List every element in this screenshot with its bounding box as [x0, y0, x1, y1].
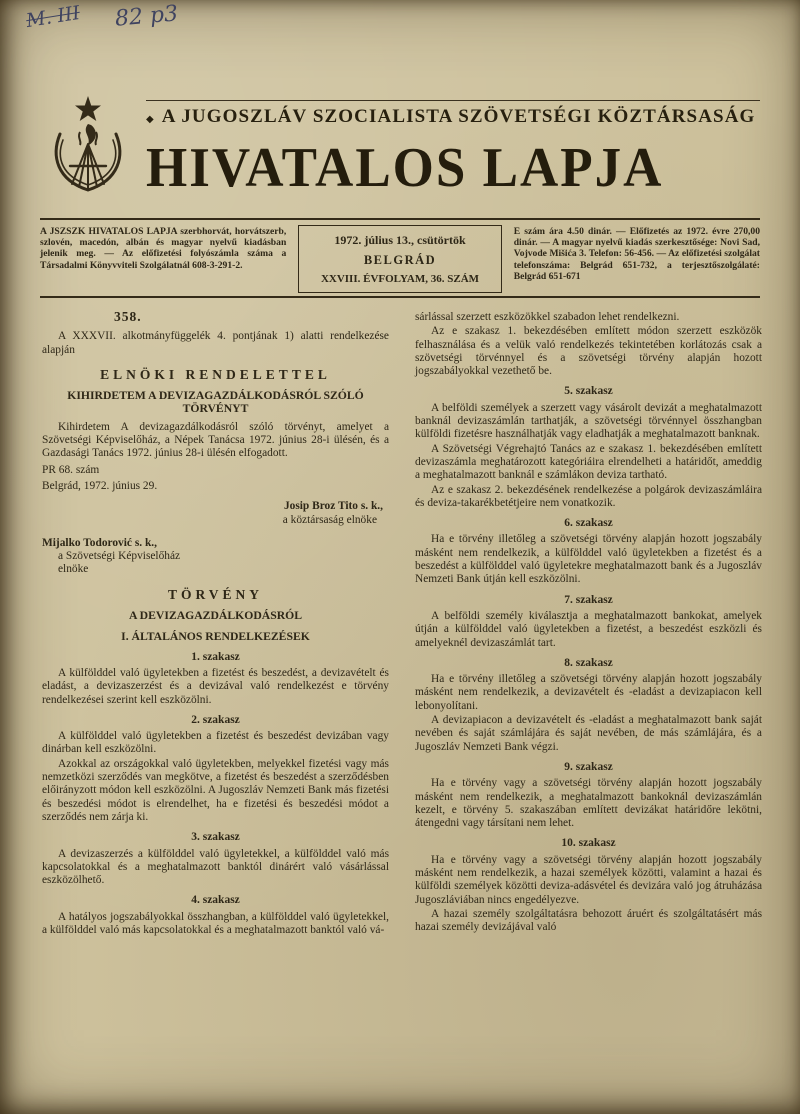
article-heading: 10. szakasz — [561, 837, 616, 850]
text-line: PR 68. szám — [42, 463, 100, 476]
paragraph: A hazai személy szolgáltatásra behozott áruért és szolgáltatásért más hazai személy devizájával való — [415, 907, 762, 934]
article-heading: 2. szakasz — [191, 713, 240, 726]
section-title: KIHIRDETEM A DEVIZAGAZDÁLKODÁSRÓL SZÓLÓ TÖRVÉNYT — [67, 389, 364, 416]
paragraph: A devizapiacon a devizavételt és -eladást a meghatalmazott bank saját nevében és saját számlájára és saját nevében, de más számlájára, és a Jugoszláv Nemzeti Bank végzi. — [415, 714, 762, 753]
section-title: I. ÁLTALÁNOS RENDELKEZÉSEK — [121, 630, 310, 644]
bullet-icon: ◆ — [146, 114, 154, 125]
paragraph: A devizaszerzés a külfölddel való ügyletekkel, a külfölddel való más kapcsolatokkal és a meghatalmazott banktól dinárért való vásárlással eszközölhető. — [42, 847, 389, 887]
masthead-title: HIVATALOS LAPJA — [146, 137, 664, 199]
paragraph: Ha e törvény vagy a szövetségi törvény alapján hozott jogszabály másként nem rendelkezik, a hazai személyek közötti, valamint a hazai és külföldi személyek közötti deviza-adásvétel és devizára való jog átruházása Jugoszláviában nincs engedélyezve. — [415, 853, 762, 906]
article-heading: 4. szakasz — [191, 894, 240, 907]
signature-role: a Szövetségi Képviselőház elnöke — [58, 550, 181, 576]
masthead-subtitle: A JUGOSZLÁV SZOCIALISTA SZÖVETSÉGI KÖZTÁRSASÁG — [161, 106, 756, 127]
decree-heading: ELNÖKI RENDELETTEL — [100, 366, 331, 382]
section-title: A DEVIZAGAZDÁLKODÁSRÓL — [128, 609, 303, 623]
article-number: 358. — [114, 310, 142, 324]
article-heading: 5. szakasz — [564, 385, 613, 398]
horizontal-divider — [40, 218, 760, 220]
paragraph: A belföldi személyek a szerzett vagy vásárolt devizát a meghatalmazott banknál devizaszámlán tarthatják, a szövetségi törvénnyel összhangban külföldi fizetésre használhatják vagy eladhatják a meghatalmazott banknak. — [415, 401, 762, 441]
signature-role: a köztársaság elnöke — [282, 513, 377, 526]
paragraph: A külfölddel való ügyletekben a fizetést és beszedést, a devizavételt és eladást, a devizaszerzést és a devizával való rendelkezést e törvény rendelkezései szerint kell eszközölni. — [42, 666, 389, 706]
masthead — [46, 90, 760, 200]
paragraph: Ha e törvény vagy a szövetségi törvény alapján hozott jogszabály másként nem rendelkezik, a meghatalmazott bankoknál devizaszámlán kezelt, e törvény 5. szakaszában említett devizákat határidőre lekötni, átengedni vagy társítani nem lehet. — [415, 777, 762, 830]
issue-volume: XXVIII. ÉVFOLYAM, 36. SZÁM — [320, 273, 480, 285]
paragraph: A Szövetségi Végrehajtó Tanács az e szakasz 1. bekezdésében említett devizaszámla meghatározott kategóriáira elrendelheti a határidőt, ameddig a meghatalmazott banknál e számlákon deviza tartható. — [415, 442, 762, 482]
article-heading: 3. szakasz — [191, 831, 240, 844]
paragraph: Az e szakasz 2. bekezdésének rendelkezése a polgárok devizaszámláira és deviza-takarékbetétjeire nem vonatkozik. — [415, 483, 762, 509]
article-body — [42, 310, 762, 1092]
paragraph: Ha e törvény illetőleg a szövetségi törvény alapján hozott jogszabály másként nem rendelkezik, a devizavételt és -eladást a devizapiacon kell lebonyolítani. — [415, 673, 762, 712]
article-heading: 8. szakasz — [564, 656, 613, 669]
signature-name: Mijalko Todorović s. k., — [42, 536, 157, 549]
paragraph: sárlással szerzett eszközökkel szabadon lehet rendelkezni. — [415, 311, 680, 323]
paragraph: A belföldi személy kiválasztja a meghatalmazott bankokat, amelyek útján a külfölddel való ügyletekben a fizetést, a beszedést eszközli és amelyeknél devizaszámlát tart. — [415, 609, 762, 649]
issue-box — [298, 225, 501, 293]
issue-city: BELGRÁD — [363, 253, 437, 267]
handwritten-annotation — [24, 1, 180, 33]
decree-heading: TÖRVÉNY — [167, 586, 264, 602]
issue-infobar — [40, 225, 760, 293]
horizontal-divider — [40, 296, 760, 298]
masthead-text — [146, 90, 760, 200]
text-line: Belgrád, 1972. június 29. — [42, 479, 158, 492]
handwritten-mark: 82 p3 — [114, 1, 180, 32]
signature-name: Josip Broz Tito s. k., — [283, 500, 383, 513]
column-right — [415, 310, 762, 1092]
issue-date: 1972. július 13., csütörtök — [334, 233, 466, 247]
article-heading: 9. szakasz — [564, 760, 613, 773]
paragraph: A külfölddel való ügyletekben a fizetést és beszedést devizában vagy dinárban kell eszközölni. — [42, 730, 389, 756]
article-heading: 1. szakasz — [191, 650, 240, 663]
article-heading: 6. szakasz — [564, 517, 613, 530]
paragraph: A XXXVII. alkotmányfüggelék 4. pontjának 1) alatti rendelkezése alapján — [42, 330, 389, 356]
handwritten-mark: M. III — [24, 1, 82, 33]
price-subscription-info: E szám ára 4.50 dinár. — Előfizetés az 1972. évre 270,00 dinár. — A magyar nyelvű kiadás szerkesztősége: Novi Sad, Vojvode Mišića 3. Telefon: 56-456. — Az előfizetési szolgálat telefonszáma: Belgrád 651-732, a terjesztőszolgálaté: Belgrád 651-671 — [513, 226, 760, 282]
column-left — [42, 310, 389, 1092]
article-heading: 7. szakasz — [564, 593, 613, 606]
paragraph: Az e szakasz 1. bekezdésében említett módon szerzett eszközök felhasználása és a velük való rendelkezés tekintetében korlátozás csak a szövetségi törvénnyel és a szövetségi törvény alapján hozott jogszabályokkal vezethető be. — [415, 325, 762, 378]
publication-info: A JSZSZK HIVATALOS LAPJA szerbhorvát, horvátszerb, szlovén, macedón, albán és magyar nyelvű kiadásban jelenik meg. — Az előfizetési folyószámla száma a Társadalmi Könyvviteli Szolgálatnál 608-3-291-2. — [40, 226, 287, 271]
paragraph: Kihirdetem A devizagazdálkodásról szóló törvényt, amelyet a Szövetségi Képviselőház, a Népek Tanácsa 1972. június 28-i ülésén, és a Gazdasági Tanács 1972. június 28-i ülésén elfogadott. — [42, 420, 389, 460]
paragraph: A hatályos jogszabályokkal összhangban, a külfölddel való ügyletekkel, a külfölddel való más kapcsolatokkal és a meghatalmazott banktól való vá- — [42, 910, 389, 936]
yugoslavia-emblem-icon — [46, 92, 130, 200]
paragraph: Ha e törvény illetőleg a szövetségi törvény alapján hozott jogszabály másként nem rendelkezik, a külfölddel való ügyletekben a fizetést és a beszedést a külfölddel való ügyletekre meghatalmazott bank és a Jugoszláv Nemzeti Bank útján kell eszközölni. — [415, 533, 762, 586]
masthead-headline-row — [146, 100, 760, 128]
paragraph: Azokkal az országokkal való ügyletekben, melyekkel fizetési vagy más nemzetközi szerződés van megkötve, a fizetést és beszedést a szerződésben előirányzott módon kell eszközölni. A Jugoszláv Nemzeti Bank más fizetési és beszedési módot is elrendelhet, ha e fizetési és beszedési módot a szerződés nem zárja ki. — [42, 757, 389, 823]
